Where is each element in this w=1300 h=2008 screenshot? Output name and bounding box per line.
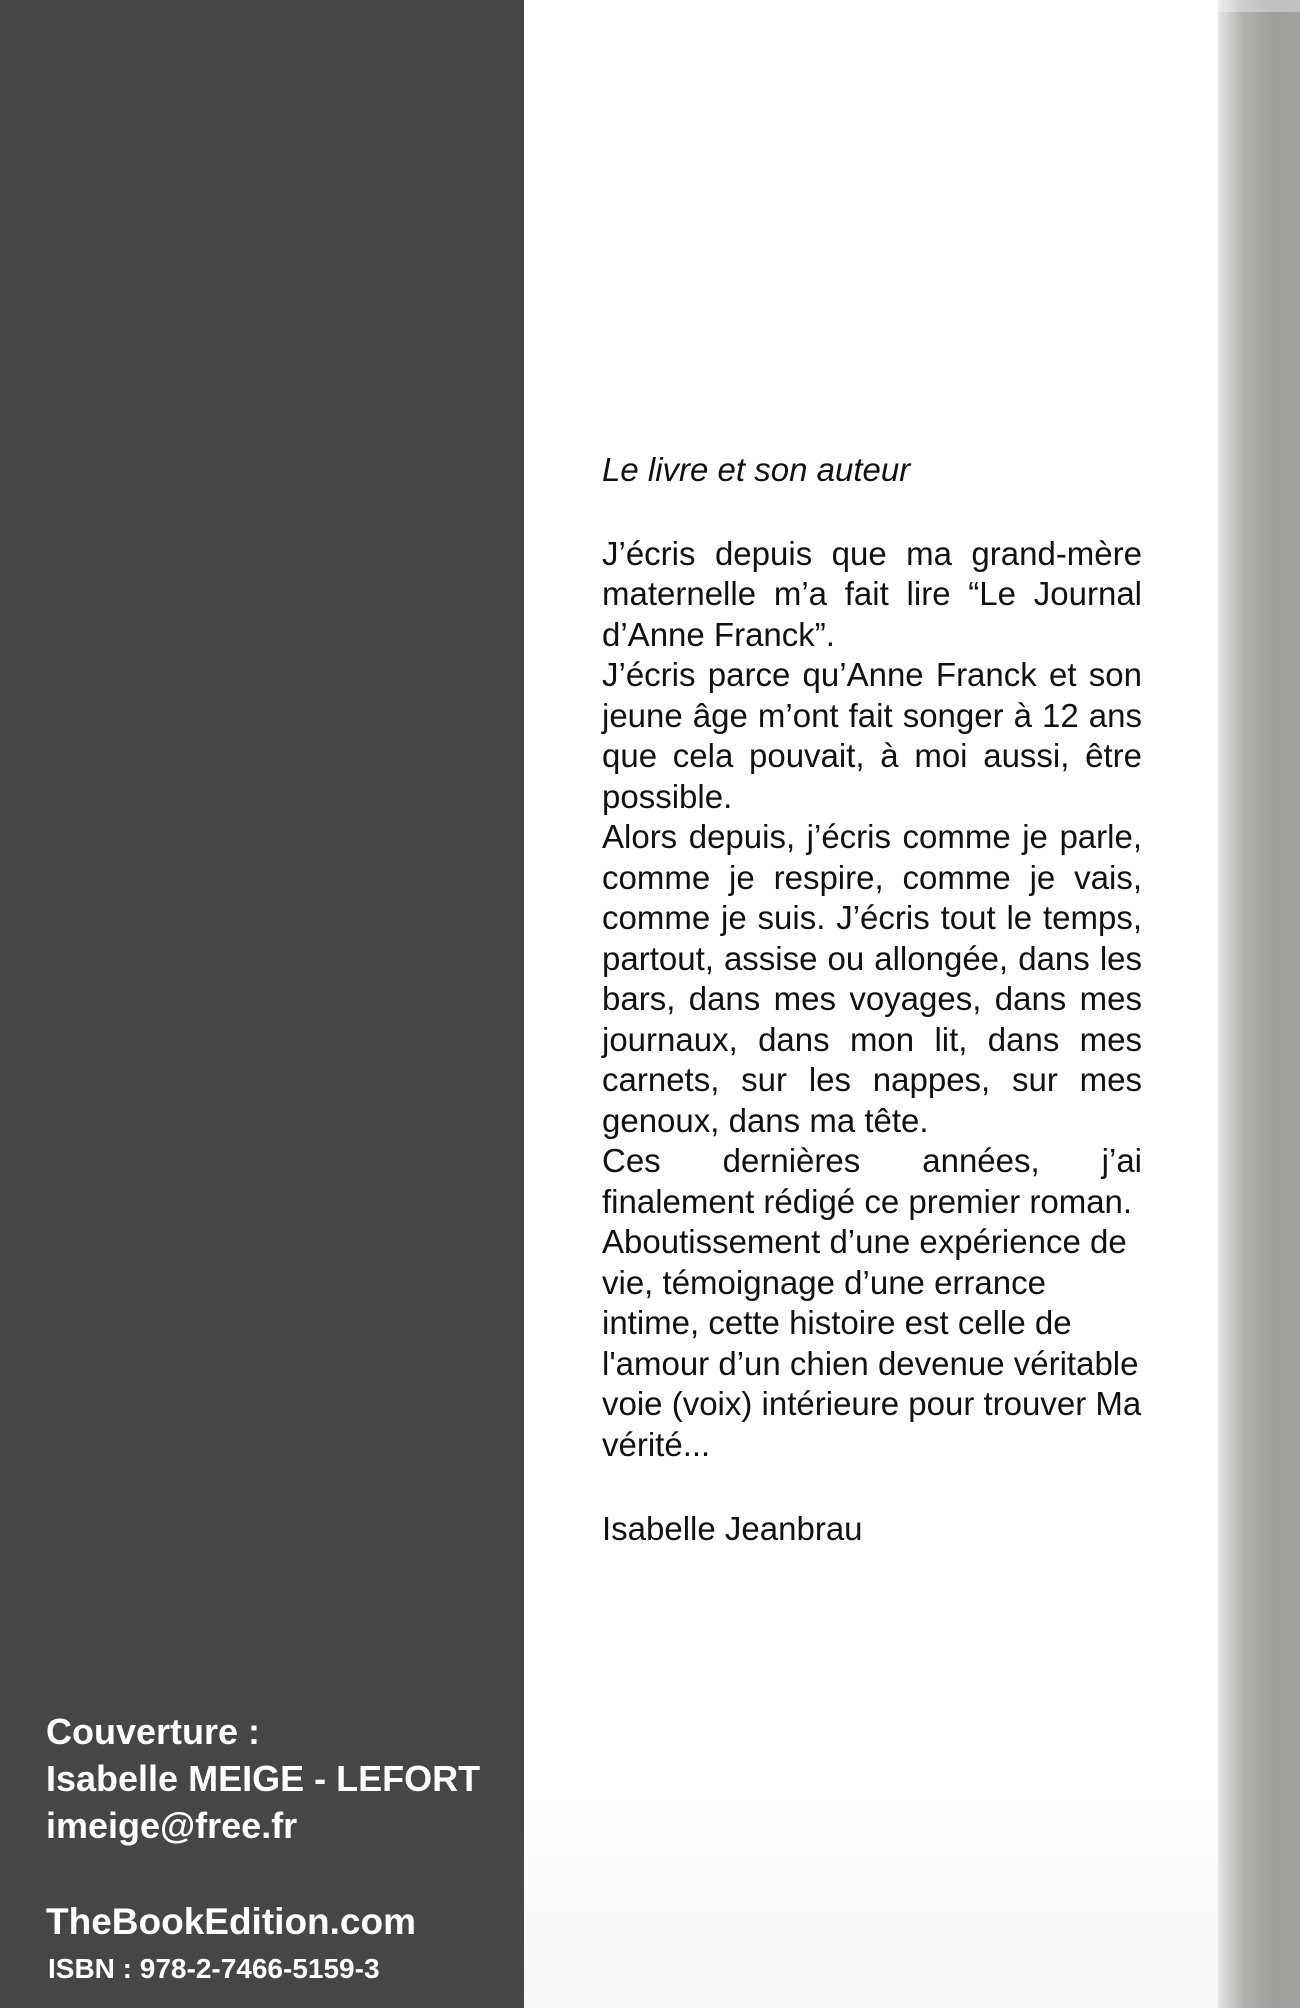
cover-artist-email: imeige@free.fr [46, 1805, 298, 1846]
back-cover-text [602, 450, 1142, 1550]
right-gray-band [1218, 0, 1300, 2008]
isbn-number: ISBN : 978-2-7466-5159-3 [48, 1953, 380, 1984]
publisher-name: TheBookEdition.com [46, 1901, 416, 1942]
paragraph-story-summary: Aboutissement d’une expérience de vie, témoignage d’une errance intime, cette histoire est celle de l'amour d’un chien devenue véritable voie (voix) intérieure pour trouver Ma vérité... [602, 1223, 1142, 1463]
author-signature: Isabelle Jeanbrau [602, 1510, 863, 1547]
cover-label: Couverture : [46, 1711, 261, 1752]
paragraph-grandmother: J’écris depuis que ma grand-mère maternelle m’a fait lire “Le Journal d’Anne Franck”. [602, 534, 1142, 653]
left-dark-band [0, 0, 524, 2008]
cover-artist-name: Isabelle MEIGE - LEFORT [46, 1758, 481, 1799]
cover-credits [46, 1708, 480, 1849]
paragraph-writing-everywhere: Alors depuis, j’écris comme je parle, comme je respire, comme je vais, comme je suis. J’écris tout le temps, partout, assise ou allongée, dans les bars, dans mes voyages, dans mes journaux, dans mon lit, dans mes carnets, sur les nappes, sur mes genoux, dans ma tête. [602, 818, 1142, 1139]
paragraph-anne-franck: J’écris parce qu’Anne Franck et son jeune âge m’ont fait songer à 12 ans que cela pouvait, à moi aussi, être possible. [602, 656, 1142, 815]
center-panel-fade [524, 1790, 1218, 2008]
paragraph-first-novel: Ces dernières années, j’ai finalement rédigé ce premier roman. [602, 1142, 1142, 1220]
section-title: Le livre et son auteur [602, 451, 911, 488]
